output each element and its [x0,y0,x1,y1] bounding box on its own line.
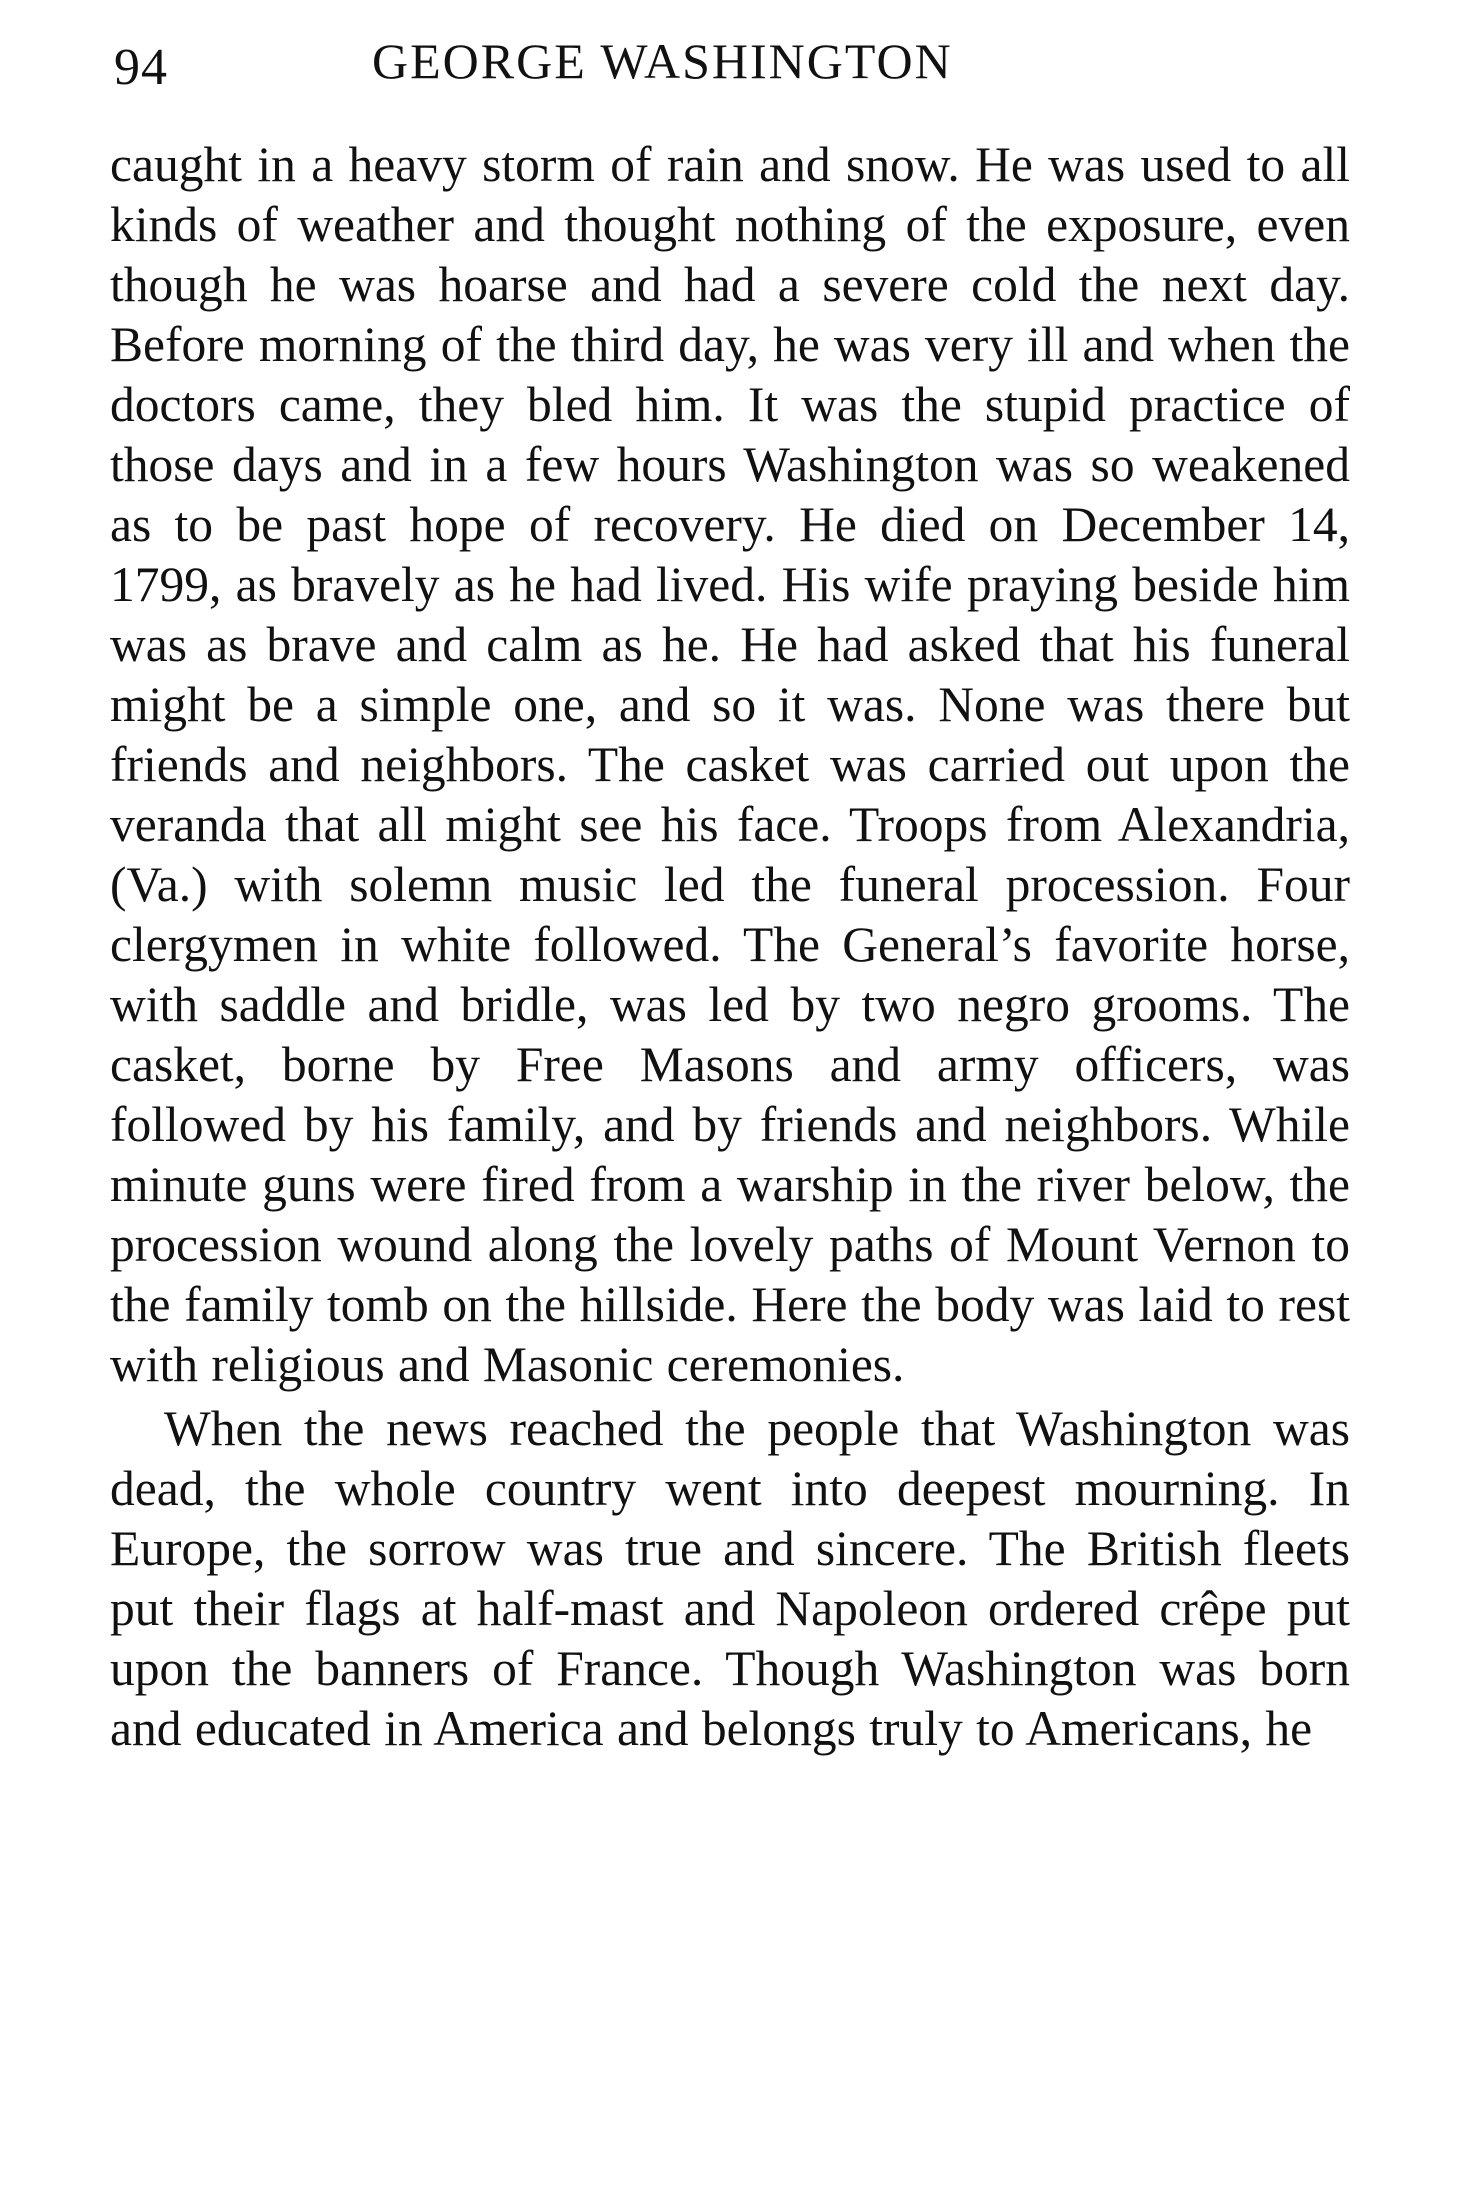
running-head: GEORGE WASHINGTON [372,33,953,89]
page-number: 94 [114,39,168,96]
page-header [110,24,1340,104]
paragraph: When the news reached the people that Washington was dead, the whole country went into deepest mourning. In Europe, the sorrow was true and sincere. The British fleets put their flags at half-mast and Napoleon ordered crêpe put upon the banners of France. Though Washington was born and educated in America and belongs truly to Americans, he [110,1401,1350,1756]
paragraph: caught in a heavy storm of rain and snow. He was used to all kinds of weather and thought nothing of the exposure, even though he was hoarse and had a severe cold the next day. Before morning of the third day, he was very ill and when the doctors came, they bled him. It was the stupid practice of those days and in a few hours Washington was so weakened as to be past hope of recovery. He died on December 14, 1799, as bravely as he had lived. His wife praying beside him was as brave and calm as he. He had asked that his funeral might be a simple one, and so it was. None was there but friends and neighbors. The casket was carried out upon the veranda that all might see his face. Troops from Alexandria, (Va.) with solemn music led the funeral procession. Four clergymen in white followed. The General’s favorite horse, with saddle and bridle, was led by two negro grooms. The casket, borne by Free Masons and army officers, was followed by his family, and by friends and neighbors. While minute guns were fired from a warship in the river below, the procession wound along the lovely paths of Mount Vernon to the family tomb on the hillside. Here the body was laid to rest with religious and Masonic ceremonies. [110,137,1350,1392]
body-text [110,135,1350,1759]
